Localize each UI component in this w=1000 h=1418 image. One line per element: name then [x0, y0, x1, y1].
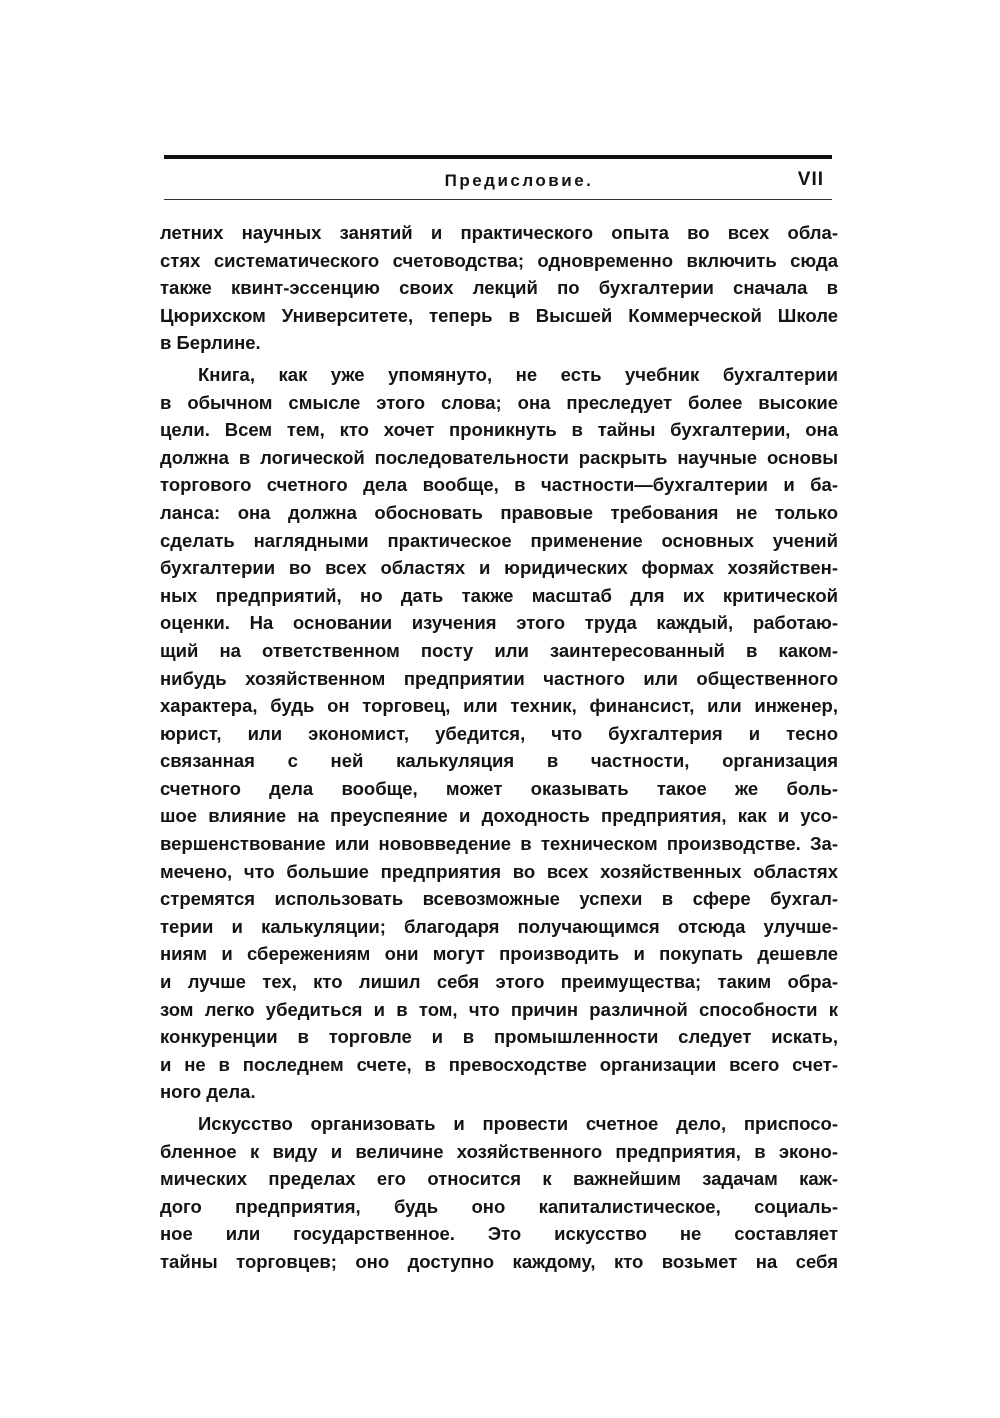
text-line: торгового счетного дела вообще, в частности—бухгалтерии и ба- — [160, 474, 838, 496]
running-head — [160, 171, 838, 207]
text-line: стремятся использовать всевозможные успехи в сфере бухгал- — [160, 888, 838, 910]
text-line: щий на ответственном посту или заинтересованный в каком- — [160, 639, 838, 661]
text-line: ного дела. — [160, 1081, 256, 1103]
text-line: сделать наглядными практическое применение основных учений — [160, 529, 838, 551]
text-line: дого предприятия, будь оно капиталистическое, социаль- — [160, 1195, 838, 1217]
text-line: летних научных занятий и практического опыта во всех обла- — [160, 222, 838, 243]
text-line: характера, будь он торговец, или техник, финансист, или инженер, — [160, 695, 838, 717]
text-line: зом легко убедиться и в том, что причин различной способности к — [160, 998, 838, 1020]
text-line: нибудь хозяйственном предприятии частного или общественного — [160, 667, 838, 689]
text-line: также квинт-эссенцию своих лекций по бухгалтерии сначала в — [160, 277, 838, 299]
text-line: мечено, что большие предприятия во всех хозяйственных областях — [160, 860, 838, 882]
text-line: бухгалтерии во всех областях и юридических формах хозяйствен- — [160, 557, 838, 579]
text-line: ниям и сбережениям они могут производить и покупать дешевле — [160, 943, 838, 965]
text-line: терии и калькуляции; благодаря получающимся отсюда улучше- — [160, 915, 838, 937]
text-line: Книга, как уже упомянуто, не есть учебник бухгалтерии — [198, 363, 838, 385]
body-text — [160, 219, 838, 1276]
text-line: юрист, или экономист, убедится, что бухгалтерия и тесно — [160, 722, 838, 744]
book-page — [160, 155, 838, 1276]
text-line: ное или государственное. Это искусство не составляет — [160, 1223, 838, 1245]
running-head-title: Предисловие. — [444, 171, 594, 190]
text-line: оценки. На основании изучения этого труда каждый, работаю- — [160, 612, 838, 634]
text-line: конкуренции в торговле и в промышленности следует искать, — [160, 1026, 838, 1048]
page-number: VII — [797, 169, 824, 190]
text-line: должна в логической последовательности раскрыть научные основы — [160, 446, 838, 468]
text-line: счетного дела вообще, может оказывать такое же боль- — [160, 777, 838, 799]
text-line: Искусство организовать и провести счетное дело, приспосо- — [198, 1113, 838, 1134]
text-line: тайны торговцев; оно доступно каждому, кто возьмет на себя — [160, 1250, 838, 1272]
text-line: вершенствование или нововведение в техническом производстве. За- — [160, 833, 838, 855]
text-line: в обычном смысле этого слова; она преследует более высокие — [160, 391, 838, 413]
text-line: связанная с ней калькуляция в частности, организация — [160, 750, 838, 772]
text-line: и лучше тех, кто лишил себя этого преимущества; таким обра- — [160, 971, 838, 993]
text-line: Цюрихском Университете, теперь в Высшей Коммерческой Школе — [160, 304, 838, 326]
text-line: цели. Всем тем, кто хочет проникнуть в тайны бухгалтерии, она — [160, 419, 838, 441]
text-line: и не в последнем счете, в превосходстве организации всего счет- — [160, 1053, 838, 1075]
text-line: мических пределах его относится к важнейшим задачам каж- — [160, 1168, 838, 1190]
text-line: стях систематического счетоводства; одновременно включить сюда — [160, 249, 838, 271]
text-line: бленное к виду и величине хозяйственного предприятия, в эконо- — [160, 1140, 838, 1162]
header-top-rule — [164, 155, 832, 159]
text-line: в Берлине. — [160, 332, 261, 354]
text-line: ных предприятий, но дать также масштаб для их критической — [160, 584, 838, 606]
text-line: ланса: она должна обосновать правовые требования не только — [160, 501, 838, 523]
text-line: шое влияние на преуспеяние и доходность предприятия, как и усо- — [160, 805, 838, 827]
